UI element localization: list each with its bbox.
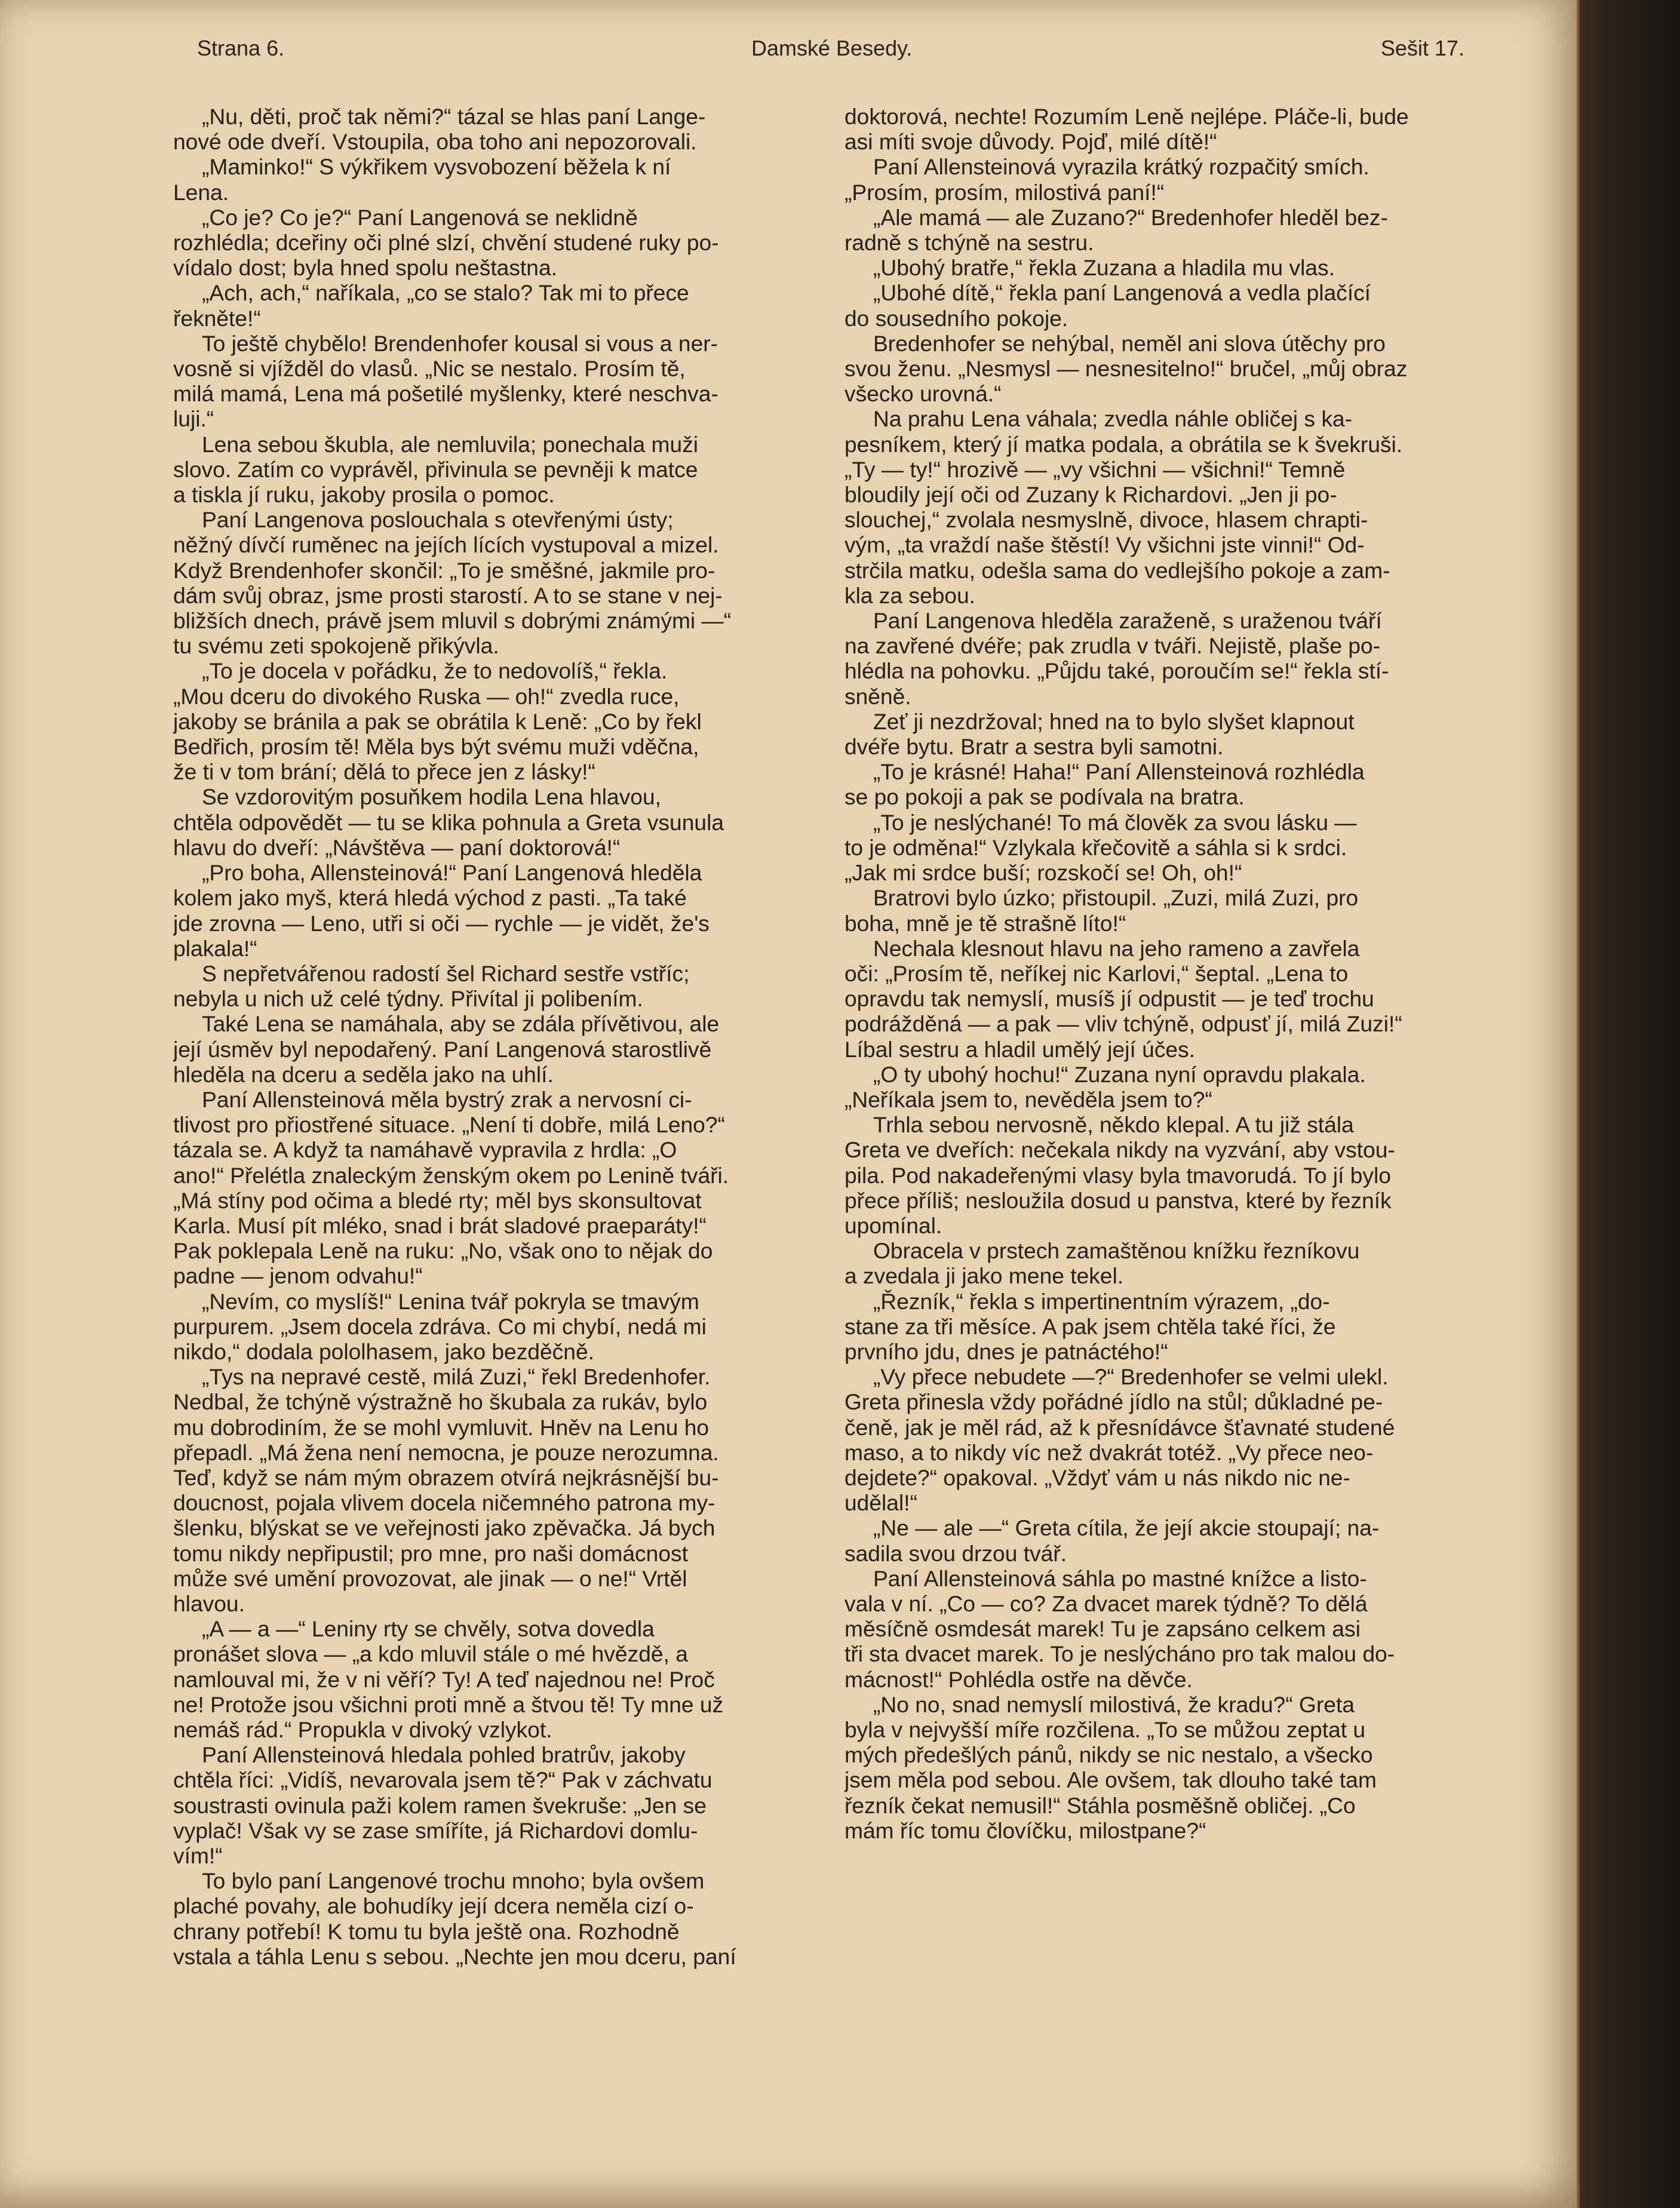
paragraph: Bredenhofer se nehýbal, neměl ani slova útěchy pro svou ženu. „Nesmysl — nesnesitelno!“ bručel, „můj obraz všecko urovná.“ [844, 330, 1408, 407]
paragraph: Paní Langenova hleděla zaraženě, s uraženou tváří na zavřené dvéře; pak zrudla v tváři. Nejistě, plaše po- hlédla na pohovku. „Půjdu také, poroučím se!“ řekla stí- sněně. [844, 608, 1389, 709]
paragraph: To bylo paní Langenové trochu mnoho; byla ovšem plaché povahy, ale bohudíky její dcera neměla cizí o- chrany potřebí! K tomu tu byla ještě ona. Rozhodně vstala a táhla Lenu s sebou. „Nechte jen mou dceru, paní [173, 1868, 736, 1969]
paragraph: „Pro boha, Allensteinová!“ Paní Langenová hleděla kolem jako myš, která hledá východ z pasti. „Ta také jde zrovna — Leno, utři si oči — rychle — je vidět, že's plakala!“ [173, 860, 710, 961]
paragraph: „Ne — ale —“ Greta cítila, že její akcie stoupají; na- sadila svou drzou tvář. [844, 1515, 1380, 1566]
paragraph: „To je neslýchané! To má člověk za svou lásku — to je odměna!“ Vzlykala křečovitě a sáhla si k srdci. „Jak mi srdce buší; rozskočí se! Oh, oh!“ [844, 809, 1357, 886]
paragraph: „A — a —“ Leniny rty se chvěly, sotva dovedla pronášet slova — „a kdo mluvil stále o mé hvězdě, a namlouval mi, že v ni věří? Ty! A teď najednou ne! Proč ne! Protože jsou všichni proti mně a štvou tě! Ty mne už nemáš rád.“ Propukla v divoký vzlykot. [173, 1616, 724, 1742]
paragraph: „Ale mamá — ale Zuzano?“ Bredenhofer hleděl bez- radně s tchýně na sestru. [844, 204, 1388, 256]
paragraph-continued: doktorová, nechte! Rozumím Leně nejlépe. Pláče-li, bude asi míti svoje důvody. Pojď, milé dítě!“ [844, 104, 1409, 155]
paragraph: „Ach, ach,“ naříkala, „co se stalo? Tak mi to přece řekněte!“ [173, 280, 689, 331]
paragraph: „Nevím, co myslíš!“ Lenina tvář pokryla se tmavým purpurem. „Jsem docela zdráva. Co mi chybí, nedá mi nikdo,“ dodala pololhasem, jako bezděčně. [173, 1288, 707, 1364]
paragraph: Paní Allensteinová vyrazila krátký rozpačitý smích. „Prosím, prosím, milostivá paní!“ [844, 154, 1369, 205]
paragraph: „Co je? Co je?“ Paní Langenová se neklidně rozhlédla; dcеřiny oči plné slzí, chvění studené ruky po- vídalo dost; byla hned spolu neštastna. [173, 204, 719, 281]
paragraph: Paní Allensteinová hledala pohled bratrův, jakoby chtěla říci: „Vidíš, nevarovala jsem tě?“ Pak v záchvatu soustrasti ovinula paži kolem ramen švekruše: „Jen se vyplač! Však vy se zase smíříte, já Richardovi domlu- vím!“ [173, 1742, 712, 1869]
paragraph: „Maminko!“ S výkřikem vysvobození běžela k ní Lena. [173, 154, 671, 205]
book-spine [1580, 0, 1680, 2208]
paragraph: Paní Allensteinová měla bystrý zrak a nervosní ci- tlivost pro přiostřené situace. „Není ti dobře, milá Leno?“ tázala se. A když ta namáhavě vypravila z hrdla: „O ano!“ Přelétla znaleckým ženským okem po Lenině tváři. „Má stíny pod očima a bledé rty; měl bys skonsultovat Karla. Musí pít mléko, snad i brát sladové praeparáty!“ Pak poklepala Leně na ruku: „No, však ono to nějak do padne — jenom odvahu!“ [173, 1086, 729, 1289]
paragraph: „Ubohý bratře,“ řekla Zuzana a hladila mu vlas. [873, 255, 1335, 281]
paragraph: „To je krásné! Haha!“ Paní Allensteinová rozhlédla se po pokoji a pak se podívala na bratra. [844, 759, 1365, 810]
paragraph: Také Lena se namáhala, aby se zdála přívětivou, ale její úsměv byl nepodařený. Paní Langenová starostlivě hleděla na dceru a seděla jako na uhlí. [173, 1011, 720, 1087]
paragraph: „Řezník,“ řekla s impertinentním výrazem, „do- stane za tři měsíce. A pak jsem chtěla také říci, že prvního jdu, dnes je patnáctého!“ [844, 1288, 1336, 1364]
page-header [0, 36, 1580, 78]
paragraph: Paní Langenova poslouchala s otevřenými ústy; něžný dívčí ruměnec na jejích lících vystupoval a mizel. Když Brendenhofer skončil: „To je směšné, jakmile pro- dám svůj obraz, jsme prosti starostí. A to se stane v nej- bližších dnech, právě jsem mluvil s dobrými známými —“ tu svému zeti spokojeně přikývla. [173, 507, 732, 659]
left-text-column [173, 104, 828, 2152]
journal-title: Damské Besedy. [751, 36, 913, 60]
paragraph: Obracela v prstech zamaštěnou knížku řezníkovu a zvedala ji jako mene tekel. [844, 1238, 1360, 1289]
paragraph: Bratrovi bylo úzko; přistoupil. „Zuzi, milá Zuzi, pro boha, mně je tě strašně líto!“ [844, 885, 1359, 936]
paragraph: „No no, snad nemyslí milostivá, že kradu?“ Greta byla v nejvyšší míře rozčilena. „To se můžou zeptat u mých předešlých pánů, nikdy se nic nestalo, a všecko jsem měla pod sebou. Ale ovšem, tak dlouho také tam řezník čekat nemusil!“ Stáhla posměšně obličej. „Co mám říc tomu človíčku, milostpane?“ [844, 1691, 1377, 1843]
paragraph: Se vzdorovitým posuňkem hodila Lena hlavou, chtěla odpovědět — tu se klika pohnula a Greta vsunula hlavu do dveří: „Návštěva — paní doktorová!“ [173, 784, 724, 860]
paragraph: „Tys na nepravé cestě, milá Zuzi,“ řekl Bredenhofer. Nedbal, že tchýně výstražně ho škubala za rukáv, bylo mu dobrodiním, že se mohl vymluvit. Hněv na Lenu ho přepadl. „Má žena není nemocna, je pouze nerozumna. Teď, když se nám mým obrazem otvírá nejkrásnější bu- doucnost, pojala vlivem docela ničemného patrona my- šlenku, blýskat se ve veřejnosti jako zpěvačka. Já bych tomu nikdy nepřipustil; pro mne, pro naši domácnost může své umění provozovat, ale jinak — o ne!“ Vrtěl hlavou. [173, 1364, 719, 1616]
page-number: Strana 6. [197, 36, 285, 60]
paragraph: „Vy přece nebudete —?“ Bredenhofer se velmi ulekl. Greta přinesla vždy pořádné jídlo na stůl; důkladné pe- čeně, jak je měl rád, až k přesnídávce šťavnaté studené maso, a to nikdy víc než dvakrát totéž. „Vy přece neo- dejdete?“ opakoval. „Vždyť vám u nás nikdo nic ne- udělal!“ [844, 1364, 1395, 1516]
paragraph: To ještě chybělo! Brendenhofer kousal si vous a ner- vosně si vjížděl do vlasů. „Nic se nestalo. Prosím tě, milá mamá, Lena má pošetilé myšlenky, které neschva- luji.“ [173, 330, 718, 432]
paragraph: Nechala klesnout hlavu na jeho rameno a zavřela oči: „Prosím tě, neříkej nic Karlovi,“ šeptal. „Lena to opravdu tak nemyslí, musíš jí odpustit — je teď trochu podrážděná — a pak — vliv tchýně, odpusť jí, milá Zuzi!“ Líbal sestru a hladil umělý její účes. [844, 935, 1402, 1062]
paragraph: Trhla sebou nervosně, někdo klepal. A tu již stála Greta ve dveřích: nečekala nikdy na vyzvání, aby vstou- pila. Pod nakadeřenými vlasy byla tmavorudá. To jí bylo přece příliš; nesloužila dosud u panstva, které by řezník upomínal. [844, 1112, 1395, 1238]
paragraph: Na prahu Lena váhala; zvedla náhle obličej s ka- pesníkem, který jí matka podala, a obrátila se k švekruši. „Ty — ty!“ hrozivě — „vy všichni — všichni!“ Temně bloudily její oči od Zuzany k Richardovi. „Jen ji po- slouchej,“ zvolala nesmyslně, divoce, hlasem chrapti- vým, „ta vraždí naše štěstí! Vy všichni jste vinni!“ Od- strčila matku, odešla sama do vedlejšího pokoje a zam- kla za sebou. [844, 406, 1403, 608]
paragraph: „Nu, děti, proč tak němi?“ tázal se hlas paní Lange- nové ode dveří. Vstoupila, oba toho ani nepozorovali. [173, 104, 706, 155]
paragraph: Zeť ji nezdržoval; hned na to bylo slyšet klapnout dvéře bytu. Bratr a sestra byli samotni. [844, 708, 1355, 760]
paragraph: Lena sebou škubla, ale nemluvila; ponechala muži slovo. Zatím co vyprávěl, přivinula se pevněji k matce a tiskla jí ruku, jakoby prosila o pomoc. [173, 431, 699, 508]
paragraph: Paní Allensteinová sáhla po mastné knížce a listo- vala v ní. „Co — co? Za dvacet marek týdně? To dělá měsíčně osmdesát marek! Tu je zapsáno celkem asi tři sta dvacet marek. To je neslýcháno pro tak malou do- mácnost!“ Pohlédla ostře na děvče. [844, 1565, 1395, 1692]
paragraph: „To je docela v pořádku, že to nedovolíš,“ řekla. „Mou dceru do divokého Ruska — oh!“ zvedla ruce, jakoby se bránila a pak se obrátila k Leně: „Co by řekl Bedřich, prosím tě! Měla bys být svému muži vděčna, že ti v tom brání; dělá to přece jen z lásky!“ [173, 658, 702, 785]
paragraph: S nepřetvářenou radostí šel Richard sestře vstříc; nebyla u nich už celé týdny. Přivítal ji polibením. [173, 960, 690, 1012]
paragraph: „Ubohé dítě,“ řekla paní Langenová a vedla plačící do sousedního pokoje. [844, 280, 1371, 331]
paragraph: „O ty ubohý hochu!“ Zuzana nyní opravdu plakala. „Neříkala jsem to, nevěděla jsem to?“ [844, 1061, 1366, 1112]
right-text-column [844, 104, 1489, 2152]
issue-number: Sešit 17. [1381, 36, 1465, 60]
